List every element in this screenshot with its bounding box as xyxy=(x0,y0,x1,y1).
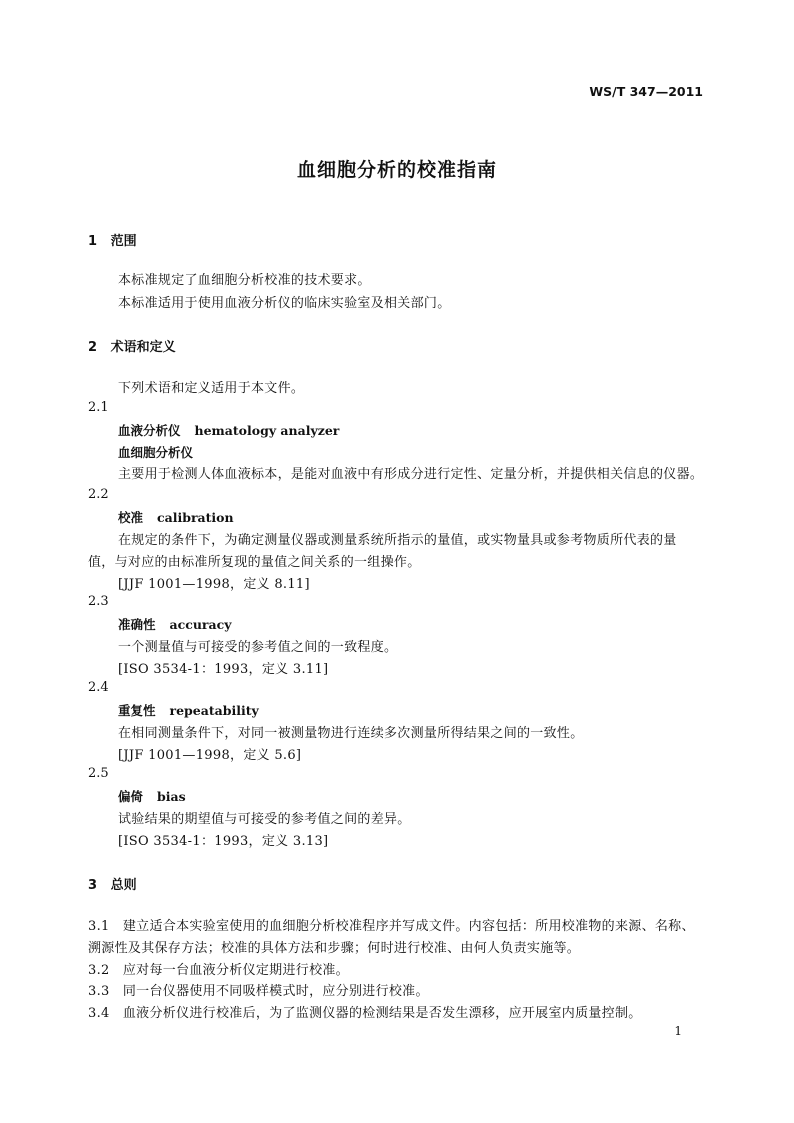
section-2-heading xyxy=(88,336,176,355)
term-2-5-en: bias xyxy=(157,789,186,804)
term-2-2-reference: [JJF 1001—1998，定义 8.11] xyxy=(118,577,310,592)
term-2-4-number: 2.4 xyxy=(88,680,109,695)
term-2-3-name xyxy=(118,615,232,633)
term-2-5-reference: [ISO 3534-1：1993，定义 3.13] xyxy=(118,834,329,849)
term-2-5-name xyxy=(118,787,186,805)
term-2-1-name xyxy=(118,421,339,439)
term-2-5-definition: 试验结果的期望值与可接受的参考值之间的差异。 xyxy=(118,812,411,827)
term-2-5-cn: 偏倚 xyxy=(118,789,144,804)
term-2-3-number: 2.3 xyxy=(88,594,109,609)
section-1-heading xyxy=(88,230,137,249)
clause-3-1-line-1: 3.1 建立适合本实验室使用的血细胞分析校准程序并写成文件。内容包括：所用校准物的来源、名称、 xyxy=(88,919,695,934)
section-1-number: 1 xyxy=(88,234,98,249)
term-2-1-number: 2.1 xyxy=(88,400,109,415)
term-2-3-reference: [ISO 3534-1：1993，定义 3.11] xyxy=(118,662,329,677)
term-2-3-en: accuracy xyxy=(169,617,232,632)
term-2-5-number: 2.5 xyxy=(88,766,109,781)
section-1-title: 范围 xyxy=(110,234,137,249)
section-3-number: 3 xyxy=(88,878,98,893)
term-2-4-en: repeatability xyxy=(169,703,259,718)
clause-3-1-line-2: 溯源性及其保存方法；校准的具体方法和步骤；何时进行校准、由何人负责实施等。 xyxy=(88,941,581,956)
term-2-2-definition-line-2: 值，与对应的由标准所复现的量值之间关系的一组操作。 xyxy=(88,555,421,570)
term-2-1-alt: 血细胞分析仪 xyxy=(118,445,194,460)
section-2-title: 术语和定义 xyxy=(110,340,176,355)
clause-3-4: 3.4 血液分析仪进行校准后，为了监测仪器的检测结果是否发生漂移，应开展室内质量控制。 xyxy=(88,1006,642,1021)
term-2-1-en: hematology analyzer xyxy=(194,423,340,438)
term-2-4-definition: 在相同测量条件下，对同一被测量物进行连续多次测量所得结果之间的一致性。 xyxy=(118,726,584,741)
section-1-paragraph-1: 本标准规定了血细胞分析校准的技术要求。 xyxy=(118,273,371,288)
clause-3-3: 3.3 同一台仪器使用不同吸样模式时，应分别进行校准。 xyxy=(88,984,429,999)
term-2-2-name xyxy=(118,508,234,526)
section-3-title: 总则 xyxy=(110,878,137,893)
section-3-heading xyxy=(88,874,137,893)
term-2-2-cn: 校准 xyxy=(118,510,144,525)
term-2-1-definition: 主要用于检测人体血液标本，是能对血液中有形成分进行定性、定量分析，并提供相关信息的仪器。 xyxy=(118,467,704,482)
term-2-2-number: 2.2 xyxy=(88,487,109,502)
term-2-2-definition-line-1: 在规定的条件下，为确定测量仪器或测量系统所指示的量值，或实物量具或参考物质所代表的量 xyxy=(118,533,677,548)
term-2-2-en: calibration xyxy=(157,510,234,525)
term-2-4-name xyxy=(118,701,259,719)
section-1-paragraph-2: 本标准适用于使用血液分析仪的临床实验室及相关部门。 xyxy=(118,296,451,311)
term-2-3-definition: 一个测量值与可接受的参考值之间的一致程度。 xyxy=(118,640,398,655)
page-number: 1 xyxy=(674,1024,682,1038)
term-2-4-reference: [JJF 1001—1998，定义 5.6] xyxy=(118,748,302,763)
section-2-number: 2 xyxy=(88,340,98,355)
standard-number: WS/T 347—2011 xyxy=(589,84,703,99)
section-2-intro: 下列术语和定义适用于本文件。 xyxy=(118,381,305,396)
clause-3-2: 3.2 应对每一台血液分析仪定期进行校准。 xyxy=(88,963,349,978)
page-title: 血细胞分析的校准指南 xyxy=(296,159,497,181)
term-2-1-cn: 血液分析仪 xyxy=(118,423,181,438)
term-2-3-cn: 准确性 xyxy=(118,617,156,632)
term-2-4-cn: 重复性 xyxy=(118,703,156,718)
